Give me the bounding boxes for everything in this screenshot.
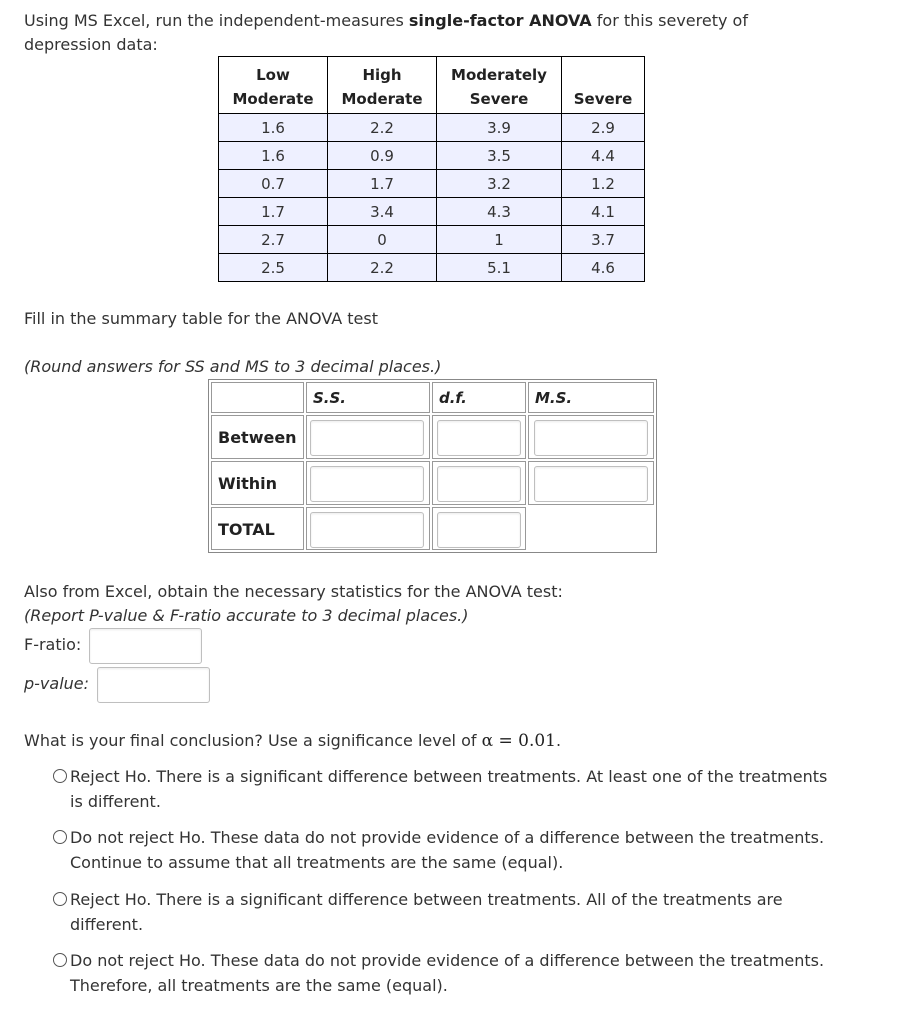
row-label-total: TOTAL bbox=[211, 507, 304, 550]
intro-suffix: for this severety of bbox=[591, 11, 748, 30]
within-ss-cell bbox=[306, 461, 430, 505]
table-cell: 2.2 bbox=[328, 254, 437, 282]
table-cell: 4.6 bbox=[562, 254, 645, 282]
option-2-line-2: Continue to assume that all treatments are the same (equal). bbox=[70, 853, 564, 872]
header-ss: S.S. bbox=[306, 382, 430, 413]
question-period: . bbox=[555, 731, 562, 750]
table-row bbox=[219, 198, 645, 226]
option-1-label[interactable] bbox=[70, 764, 860, 814]
p-value-label: p-value: bbox=[24, 674, 90, 693]
option-3-label[interactable] bbox=[70, 887, 860, 937]
f-ratio-input[interactable] bbox=[89, 628, 202, 664]
intro-line-2: depression data: bbox=[24, 35, 158, 54]
between-ss-input[interactable] bbox=[310, 420, 424, 456]
option-1-line-2: is different. bbox=[70, 792, 161, 811]
header-ms: M.S. bbox=[528, 382, 654, 413]
table-cell: 2.9 bbox=[562, 114, 645, 142]
option-2-line-1: Do not reject Ho. These data do not provide evidence of a difference between the treatments. bbox=[70, 828, 825, 847]
alpha-value: α = 0.01 bbox=[481, 731, 556, 751]
within-ms-input[interactable] bbox=[534, 466, 648, 502]
anova-summary-table bbox=[208, 379, 657, 553]
within-ms-cell bbox=[528, 461, 654, 505]
option-3-line-1: Reject Ho. There is a significant difference between treatments. All of the treatments are bbox=[70, 890, 783, 909]
summary-instruction: Fill in the summary table for the ANOVA test bbox=[24, 309, 379, 328]
table-cell: 4.3 bbox=[437, 198, 562, 226]
between-ss-cell bbox=[306, 415, 430, 459]
table-row bbox=[219, 142, 645, 170]
table-row bbox=[219, 226, 645, 254]
table-cell: 2.5 bbox=[219, 254, 328, 282]
table-row bbox=[219, 254, 645, 282]
table-cell: 2.7 bbox=[219, 226, 328, 254]
between-ms-cell bbox=[528, 415, 654, 459]
intro-line-1 bbox=[24, 9, 748, 33]
option-2-label[interactable] bbox=[70, 825, 860, 875]
table-cell: 1.7 bbox=[328, 170, 437, 198]
total-df-cell bbox=[432, 507, 526, 550]
table-cell: 3.9 bbox=[437, 114, 562, 142]
intro-prefix: Using MS Excel, run the independent-measures bbox=[24, 11, 409, 30]
header-blank-cell bbox=[211, 382, 304, 413]
between-df-input[interactable] bbox=[437, 420, 521, 456]
table-cell: 1.2 bbox=[562, 170, 645, 198]
total-ms-empty-cell bbox=[528, 507, 654, 550]
table-cell: 2.2 bbox=[328, 114, 437, 142]
option-4-line-2: Therefore, all treatments are the same (equal). bbox=[70, 976, 448, 995]
header-df: d.f. bbox=[432, 382, 526, 413]
f-ratio-label: F-ratio: bbox=[24, 635, 82, 654]
header-moderately-severe: Moderately Severe bbox=[437, 57, 562, 114]
table-cell: 0.9 bbox=[328, 142, 437, 170]
option-2-radio[interactable] bbox=[53, 830, 67, 844]
table-cell: 3.2 bbox=[437, 170, 562, 198]
conclusion-question bbox=[24, 729, 561, 753]
table-cell: 1.6 bbox=[219, 142, 328, 170]
option-1-radio[interactable] bbox=[53, 769, 67, 783]
between-ms-input[interactable] bbox=[534, 420, 648, 456]
table-cell: 1.7 bbox=[219, 198, 328, 226]
question-text: What is your final conclusion? Use a significance level of bbox=[24, 731, 482, 750]
table-cell: 0.7 bbox=[219, 170, 328, 198]
table-cell: 3.5 bbox=[437, 142, 562, 170]
table-row bbox=[219, 170, 645, 198]
within-df-cell bbox=[432, 461, 526, 505]
table-cell: 4.4 bbox=[562, 142, 645, 170]
stats-note: (Report P-value & F-ratio accurate to 3 decimal places.) bbox=[24, 606, 469, 625]
header-severe: Severe bbox=[562, 57, 645, 114]
table-cell: 3.4 bbox=[328, 198, 437, 226]
total-ss-cell bbox=[306, 507, 430, 550]
table-cell: 1.6 bbox=[219, 114, 328, 142]
option-4-radio[interactable] bbox=[53, 953, 67, 967]
table-cell: 0 bbox=[328, 226, 437, 254]
intro-emphasis: single-factor ANOVA bbox=[408, 11, 592, 30]
table-cell: 4.1 bbox=[562, 198, 645, 226]
table-row bbox=[219, 114, 645, 142]
within-df-input[interactable] bbox=[437, 466, 521, 502]
row-label-within: Within bbox=[211, 461, 304, 505]
total-df-input[interactable] bbox=[437, 512, 521, 548]
rounding-note: (Round answers for SS and MS to 3 decimal places.) bbox=[24, 357, 442, 376]
between-df-cell bbox=[432, 415, 526, 459]
option-4-label[interactable] bbox=[70, 948, 860, 998]
row-label-between: Between bbox=[211, 415, 304, 459]
table-cell: 1 bbox=[437, 226, 562, 254]
header-high-moderate: High Moderate bbox=[328, 57, 437, 114]
header-low-moderate: Low Moderate bbox=[219, 57, 328, 114]
table-cell: 5.1 bbox=[437, 254, 562, 282]
option-3-radio[interactable] bbox=[53, 892, 67, 906]
option-1-line-1: Reject Ho. There is a significant difference between treatments. At least one of the treatments bbox=[70, 767, 828, 786]
p-value-input[interactable] bbox=[97, 667, 210, 703]
within-ss-input[interactable] bbox=[310, 466, 424, 502]
depression-data-table bbox=[218, 56, 645, 282]
stats-instruction: Also from Excel, obtain the necessary statistics for the ANOVA test: bbox=[24, 582, 563, 601]
option-3-line-2: different. bbox=[70, 915, 144, 934]
total-ss-input[interactable] bbox=[310, 512, 424, 548]
table-cell: 3.7 bbox=[562, 226, 645, 254]
option-4-line-1: Do not reject Ho. These data do not provide evidence of a difference between the treatments. bbox=[70, 951, 825, 970]
